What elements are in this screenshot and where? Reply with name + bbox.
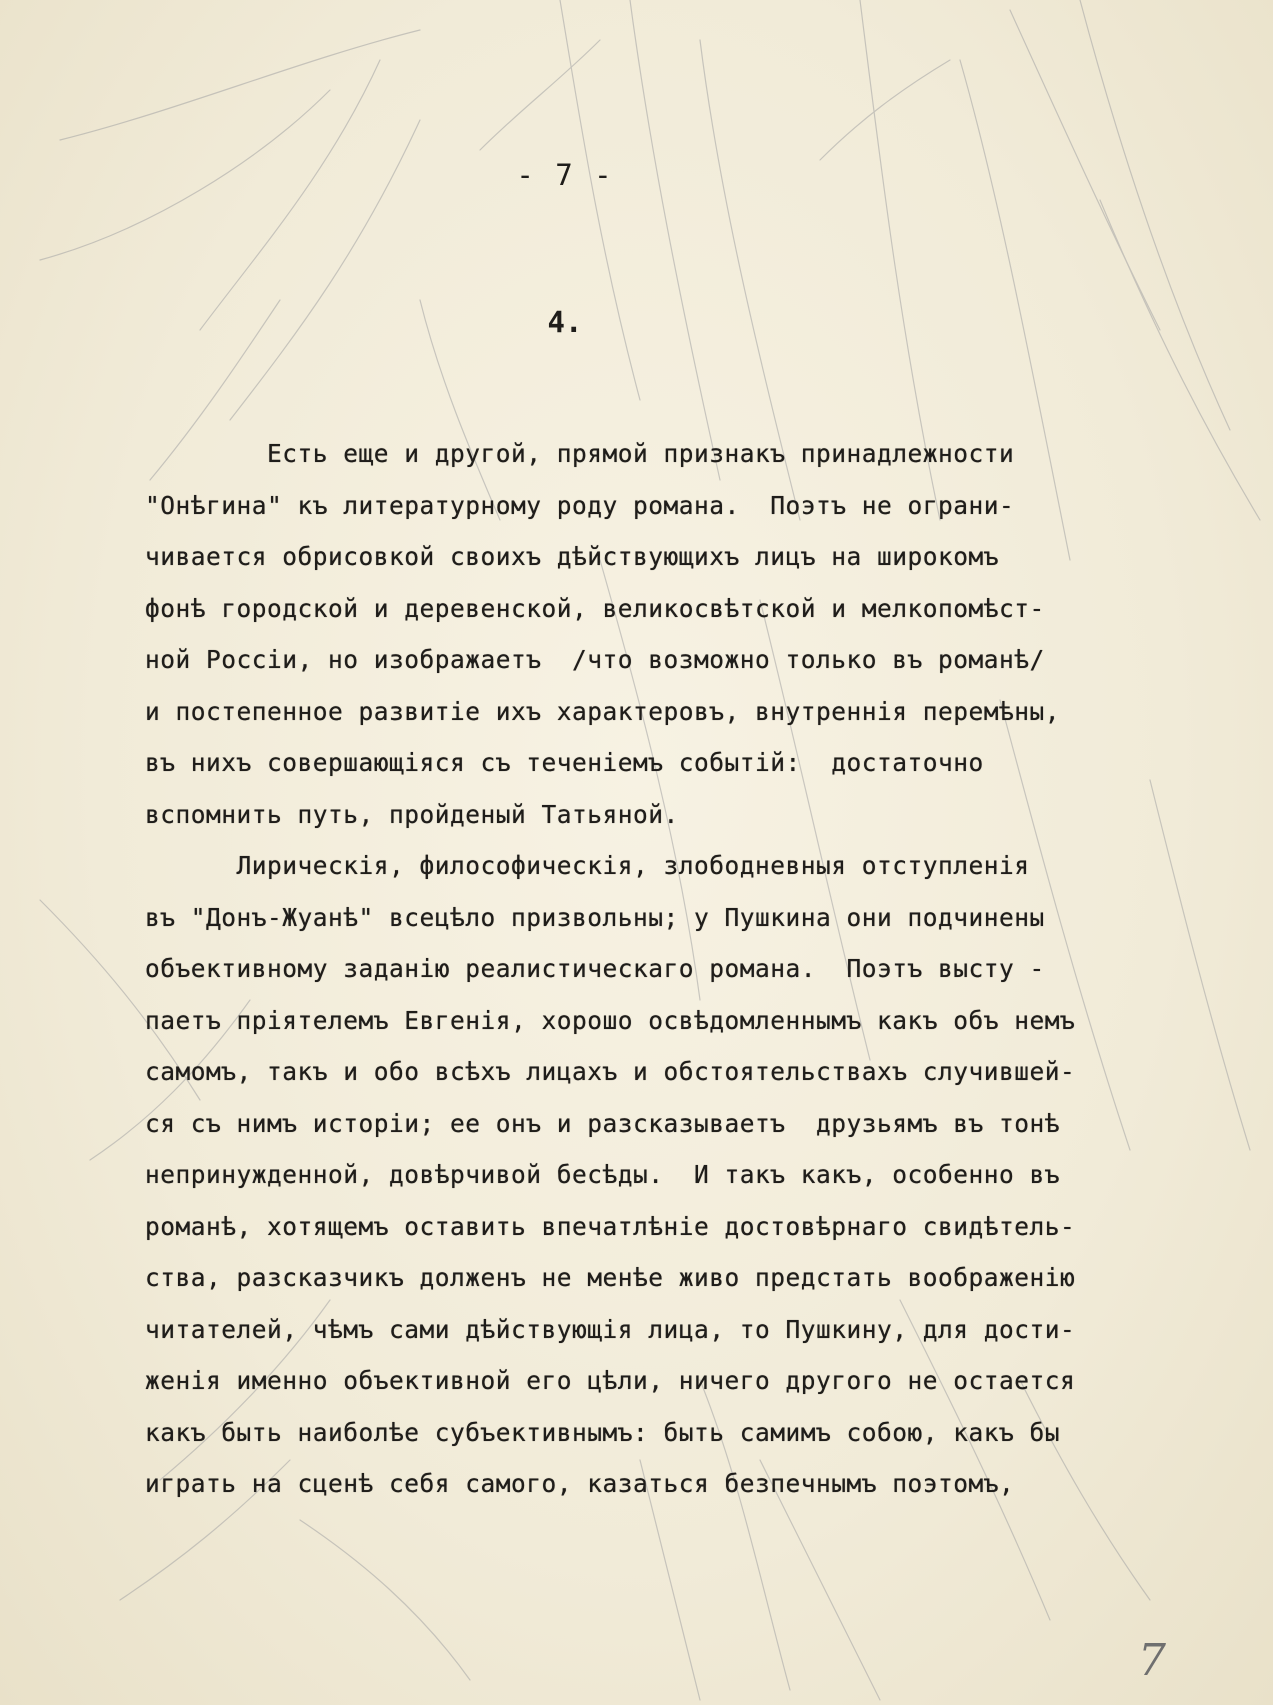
text-line: самомъ, такъ и обо всѣхъ лицахъ и обстоятельствахъ случившей- bbox=[145, 1057, 1076, 1086]
text-line: въ нихъ совершающiяся съ теченiемъ событiй: достаточно bbox=[145, 748, 984, 777]
text-line: ся съ нимъ исторiи; ее онъ и разсказываетъ друзьямъ въ тонѣ bbox=[145, 1108, 1061, 1138]
text-line: ства, разсказчикъ долженъ не менѣе живо предстать воображенiю bbox=[145, 1263, 1076, 1292]
typewritten-text bbox=[145, 428, 1185, 1510]
text-line: фонѣ городской и деревенской, великосвѣтской и мелкопомѣст- bbox=[145, 593, 1045, 623]
section-number: 4. bbox=[547, 305, 583, 339]
page-number: - 7 - bbox=[516, 158, 614, 192]
text-line: въ "Донъ-Жуанѣ" всецѣло призвольны; у Пушкина они подчинены bbox=[145, 902, 1045, 932]
text-line: романѣ, хотящемъ оставить впечатлѣнiе достовѣрнаго свидѣтель- bbox=[145, 1211, 1076, 1241]
text-line: вспомнить путь, пройденый Татьяной. bbox=[145, 799, 679, 829]
text-line: женiя именно объективной его цѣли, ничего другого не остается bbox=[145, 1366, 1076, 1395]
text-line: Есть еще и другой, прямой признакъ принадлежности bbox=[145, 439, 1015, 468]
text-line: Лирическiя, философическiя, злободневныя отступленiя bbox=[145, 851, 1030, 880]
text-line: объективному заданiю реалистическаго романа. Поэтъ высту - bbox=[145, 954, 1045, 983]
text-line: какъ быть наиболѣе субъективнымъ: быть самимъ собою, какъ бы bbox=[145, 1417, 1061, 1447]
text-line: чивается обрисовкой своихъ дѣйствующихъ лицъ на широкомъ bbox=[145, 542, 1000, 571]
text-line: и постепенное развитiе ихъ характеровъ, внутреннiя перемѣны, bbox=[145, 696, 1061, 726]
text-line: паетъ прiятелемъ Евгенiя, хорошо освѣдомленнымъ какъ объ немъ bbox=[145, 1005, 1076, 1035]
text-line: играть на сценѣ себя самого, казаться безпечнымъ поэтомъ, bbox=[145, 1469, 1015, 1498]
text-line: ной Россiи, но изображаетъ /что возможно только въ романѣ/ bbox=[145, 645, 1045, 674]
text-line: читателей, чѣмъ сами дѣйствующiя лица, то Пушкину, для дости- bbox=[145, 1314, 1076, 1344]
handwritten-folio-number: 7 bbox=[1138, 1635, 1166, 1686]
text-line: непринужденной, довѣрчивой бесѣды. И такъ какъ, особенно въ bbox=[145, 1160, 1061, 1189]
text-line: "Онѣгина" къ литературному роду романа. Поэтъ не ограни- bbox=[145, 490, 1015, 520]
